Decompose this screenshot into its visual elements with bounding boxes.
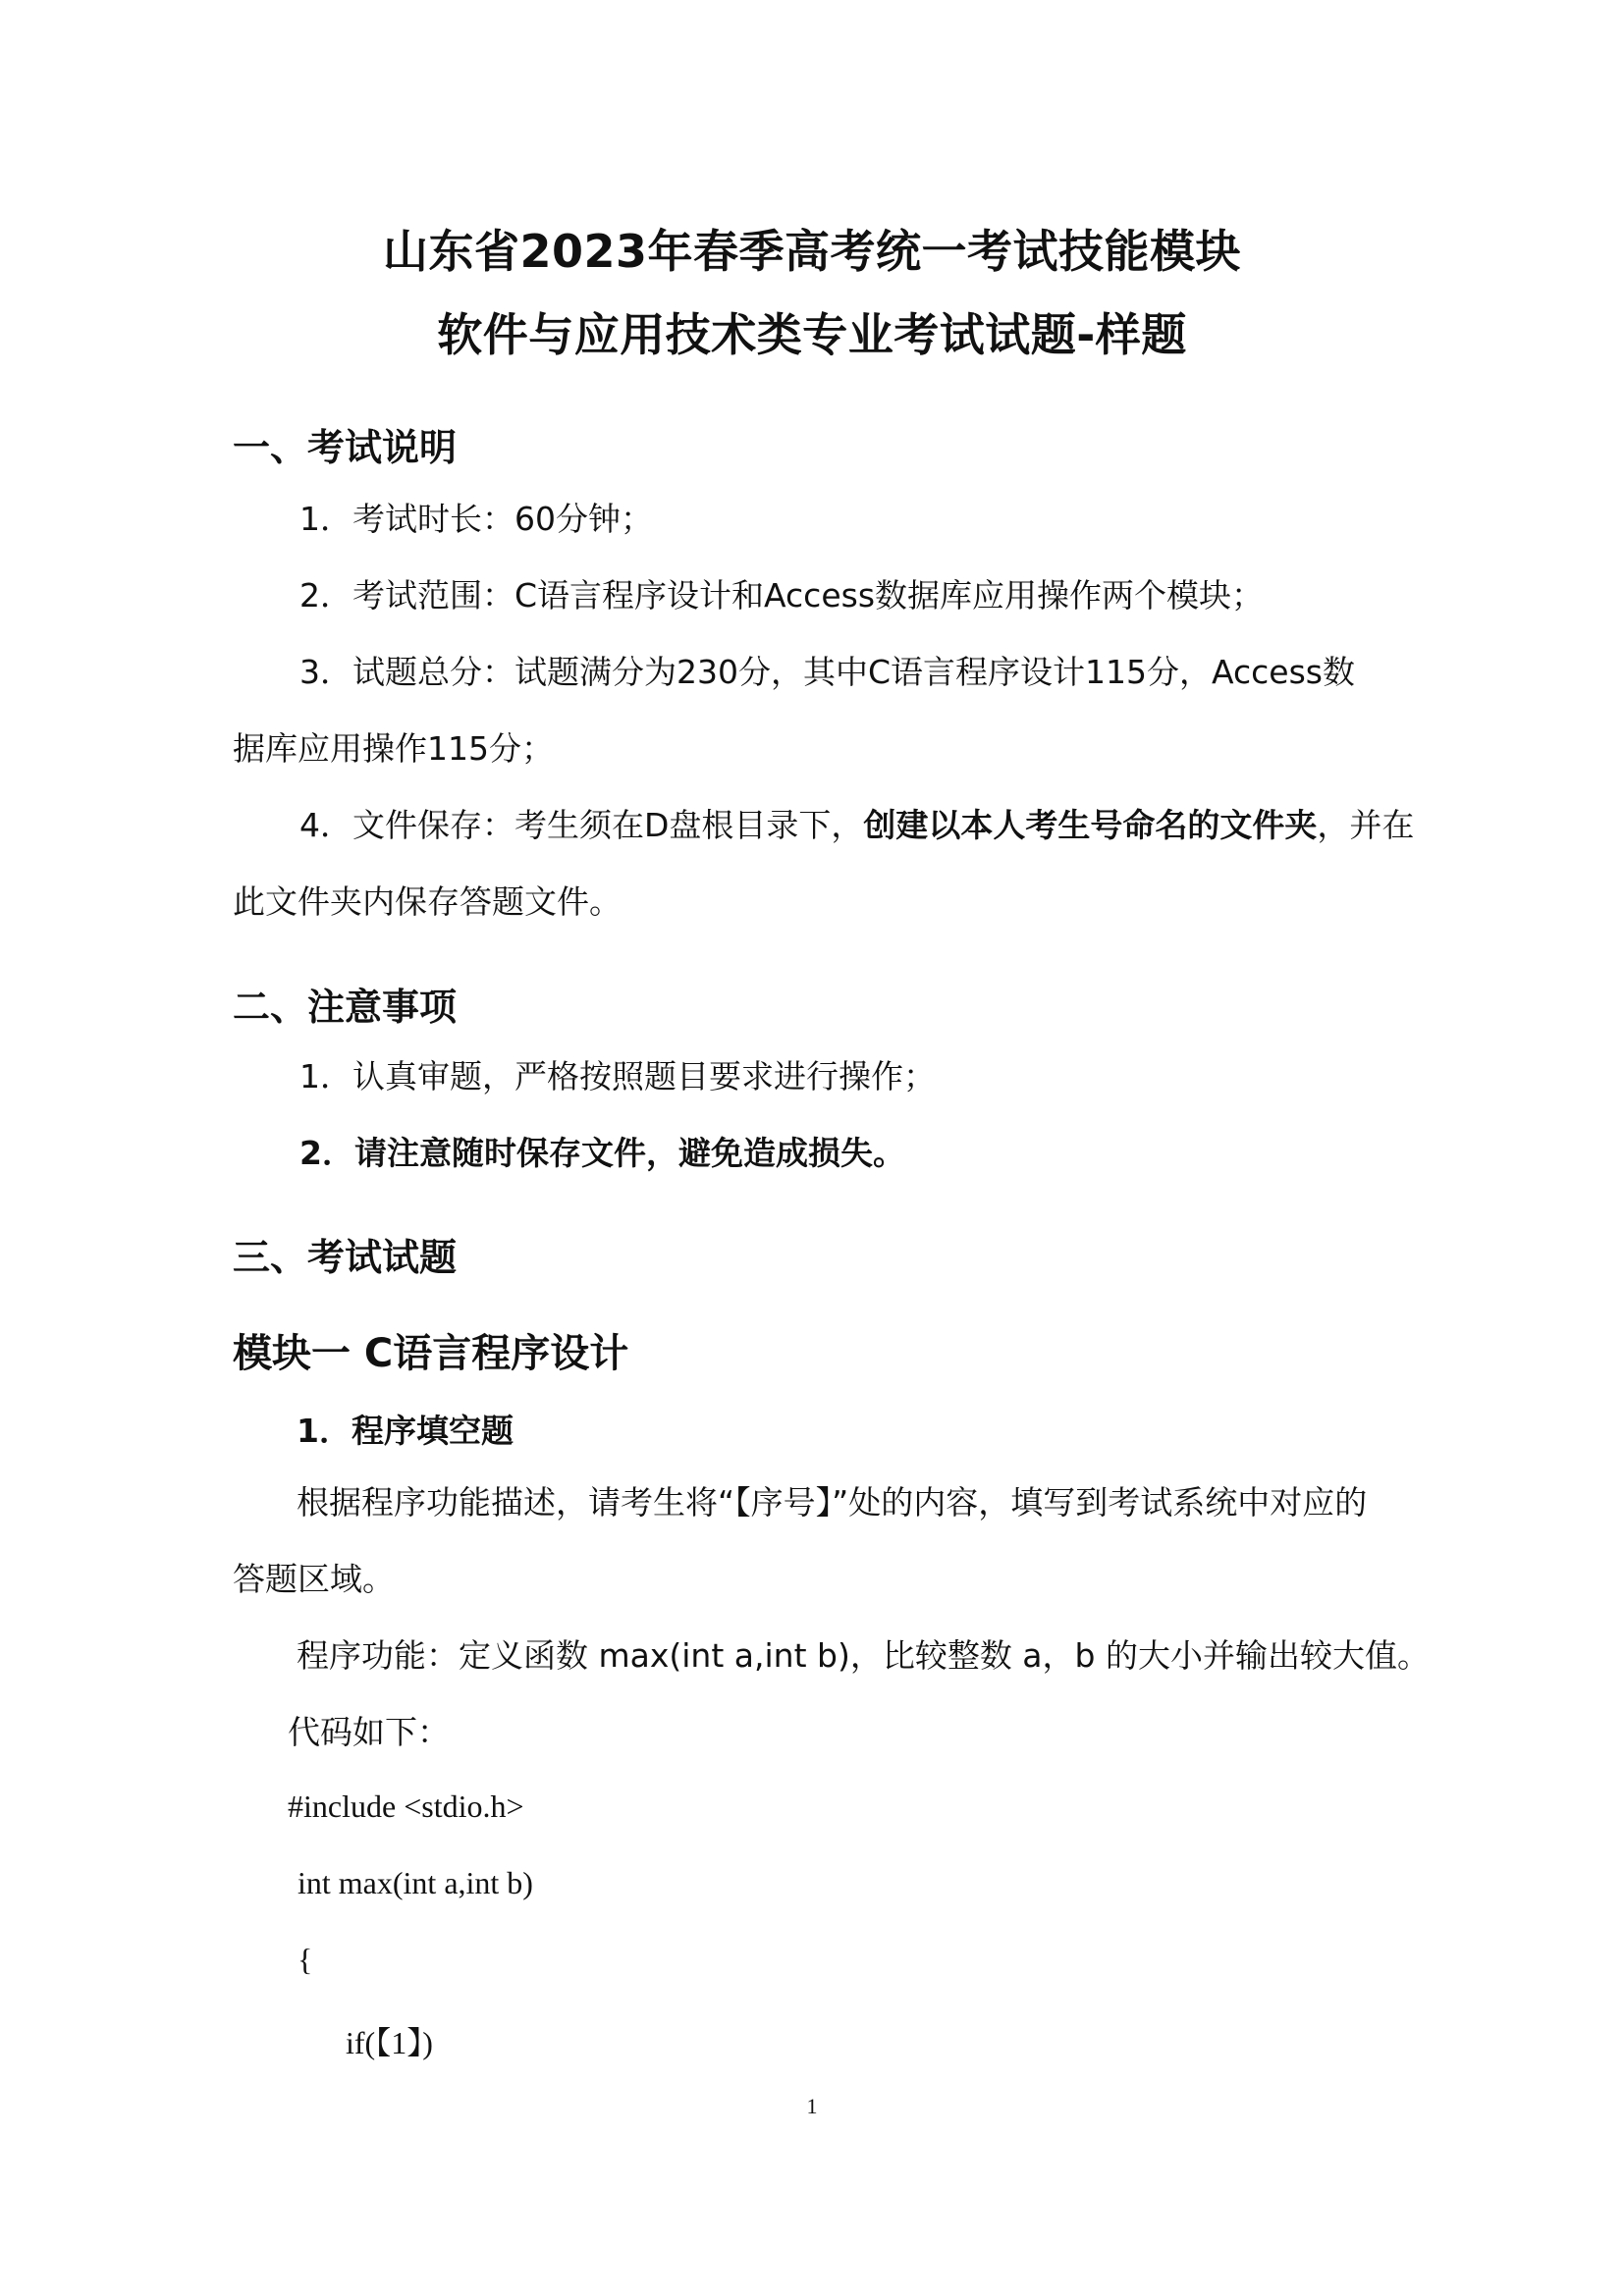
file-save-line2: 此文件夹内保存答题文件。 (233, 882, 622, 921)
question-heading-fill-blank: 1．程序填空题 (297, 1412, 514, 1450)
code-line-open-brace: { (298, 1942, 313, 1977)
file-save-line1 (299, 787, 1414, 864)
total-score-line1: 3．试题总分：试题满分为230分，其中C语言程序设计115分，Access数 (299, 653, 1355, 691)
note-save-often: 2．请注意随时保存文件，避免造成损失。 (299, 1134, 905, 1172)
code-line-function-signature: int max(int a,int b) (298, 1865, 533, 1900)
file-save-prefix: 4．文件保存：考生须在D盘根目录下， (299, 806, 864, 844)
question-description-line2: 答题区域。 (233, 1560, 395, 1598)
exam-duration: 1．考试时长：60分钟； (299, 500, 653, 538)
section-heading-notes: 二、注意事项 (233, 986, 458, 1029)
file-save-suffix: ，并在 (1317, 806, 1415, 844)
note-careful-reading: 1．认真审题，严格按照题目要求进行操作； (299, 1057, 936, 1095)
section-heading-exam-questions: 三、考试试题 (233, 1236, 458, 1279)
code-label: 代码如下： (288, 1713, 450, 1751)
program-function-description: 程序功能：定义函数 max(int a,int b)，比较整数 a，b 的大小并输出较大值。 (297, 1636, 1430, 1675)
code-line-include: #include <stdio.h> (288, 1789, 524, 1824)
module-heading-c-programming: 模块一 C语言程序设计 (233, 1331, 629, 1376)
file-save-emphasis: 创建以本人考生号命名的文件夹 (863, 806, 1318, 844)
section-heading-exam-instructions: 一、考试说明 (233, 426, 458, 469)
document-title: 山东省2023年春季高考统一考试技能模块 (382, 225, 1242, 278)
total-score-line2: 据库应用操作115分； (233, 729, 554, 768)
page-number: 1 (806, 2094, 818, 2118)
document-subtitle: 软件与应用技术类专业考试试题-样题 (437, 308, 1187, 361)
question-description-line1: 根据程序功能描述，请考生将“【序号】”处的内容，填写到考试系统中对应的 (297, 1483, 1368, 1522)
exam-scope: 2．考试范围：C语言程序设计和Access数据库应用操作两个模块； (299, 576, 1265, 614)
code-line-if-blank: if(【1】) (346, 2025, 433, 2060)
